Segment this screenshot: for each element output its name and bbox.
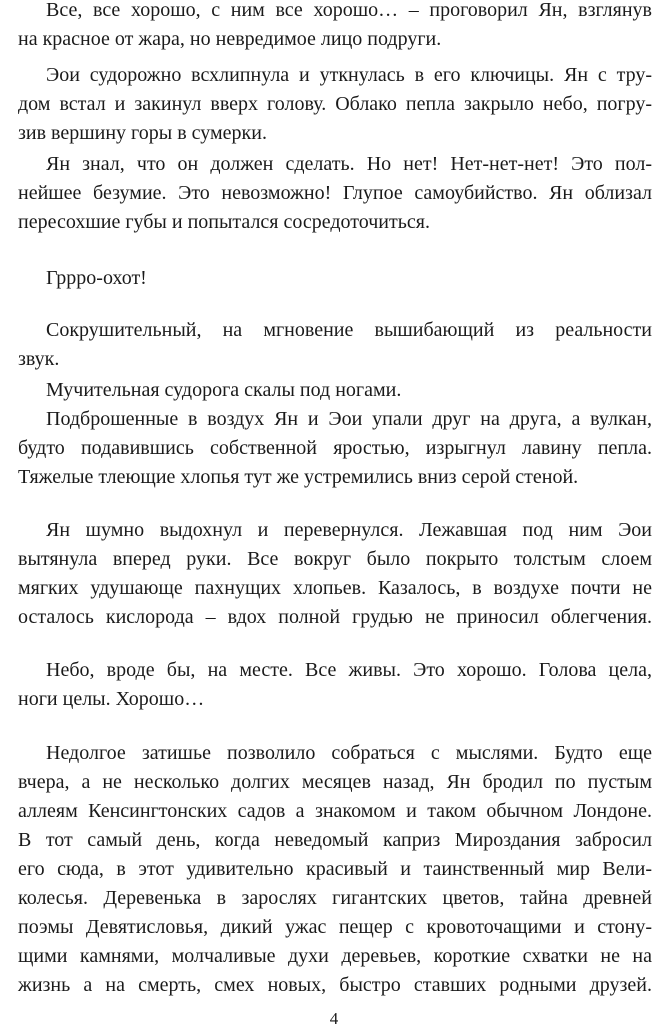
text-line: Ян шумно выдохнул и перевернулся. Лежавшая под ним Эои bbox=[46, 519, 652, 541]
text-line: Сокрушительный, на мгновение вышибающий из реальности bbox=[46, 319, 652, 341]
text-line: Недолгое затишье позволило собраться с мыслями. Будто еще bbox=[46, 742, 652, 764]
text-line: мягких удушающе пахнущих хлопьев. Казалось, в воздухе почти не bbox=[18, 577, 652, 599]
text-line: пересохшие губы и попытался сосредоточиться. bbox=[18, 211, 430, 233]
text-line: вчера, а не несколько долгих месяцев назад, Ян бродил по пустым bbox=[18, 771, 652, 793]
text-line: вытянула вперед руки. Все вокруг было покрыто толстым слоем bbox=[18, 548, 652, 570]
text-line: жизнь а на смерть, смех новых, быстро ставших родными друзей. bbox=[18, 974, 652, 996]
text-line: Все, все хорошо, с ним все хорошо… – проговорил Ян, взглянув bbox=[46, 0, 652, 21]
text-line: зив вершину горы в сумерки. bbox=[18, 122, 267, 144]
text-line: звук. bbox=[18, 348, 60, 370]
text-line: ноги целы. Хорошо… bbox=[18, 688, 205, 710]
text-line: Ян знал, что он должен сделать. Но нет! Нет-нет-нет! Это пол- bbox=[46, 153, 652, 175]
text-line: аллеям Кенсингтонских садов а знакомом и таком обычном Лондоне. bbox=[18, 800, 652, 822]
text-line: его сюда, в этот удивительно красивый и таинственный мир Вели- bbox=[18, 858, 652, 880]
text-line: Гррро-охот! bbox=[46, 267, 147, 289]
text-line: В тот самый день, когда неведомый каприз Мироздания забросил bbox=[18, 829, 652, 851]
text-line: на красное от жара, но невредимое лицо подруги. bbox=[18, 28, 442, 50]
text-line: Эои судорожно всхлипнула и уткнулась в его ключицы. Ян с тру- bbox=[46, 64, 652, 86]
text-line: нейшее безумие. Это невозможно! Глупое самоубийство. Ян облизал bbox=[18, 182, 652, 204]
text-line: будто подавившись собственной яростью, изрыгнул лавину пепла. bbox=[18, 437, 652, 459]
text-line: колесья. Деревенька в зарослях гигантских цветов, тайна древней bbox=[18, 887, 652, 909]
text-line: щими камнями, молчаливые духи деревьев, короткие схватки не на bbox=[18, 945, 652, 967]
text-line: поэмы Девятисловья, дикий ужас пещер с кровоточащими и стону- bbox=[18, 916, 652, 938]
text-line: Мучительная судорога скалы под ногами. bbox=[46, 379, 402, 401]
text-line: осталось кислорода – вдох полной грудью не приносил облегчения. bbox=[18, 606, 652, 628]
text-line: Небо, вроде бы, на месте. Все живы. Это хорошо. Голова цела, bbox=[46, 659, 652, 681]
text-line: Тяжелые тлеющие хлопья тут же устремились вниз серой стеной. bbox=[18, 466, 579, 488]
text-line: Подброшенные в воздух Ян и Эои упали друг на друга, а вулкан, bbox=[46, 408, 652, 430]
page-number: 4 bbox=[329, 1009, 339, 1028]
text-line: дом встал и закинул вверх голову. Облако пепла закрыло небо, погру- bbox=[18, 93, 652, 115]
